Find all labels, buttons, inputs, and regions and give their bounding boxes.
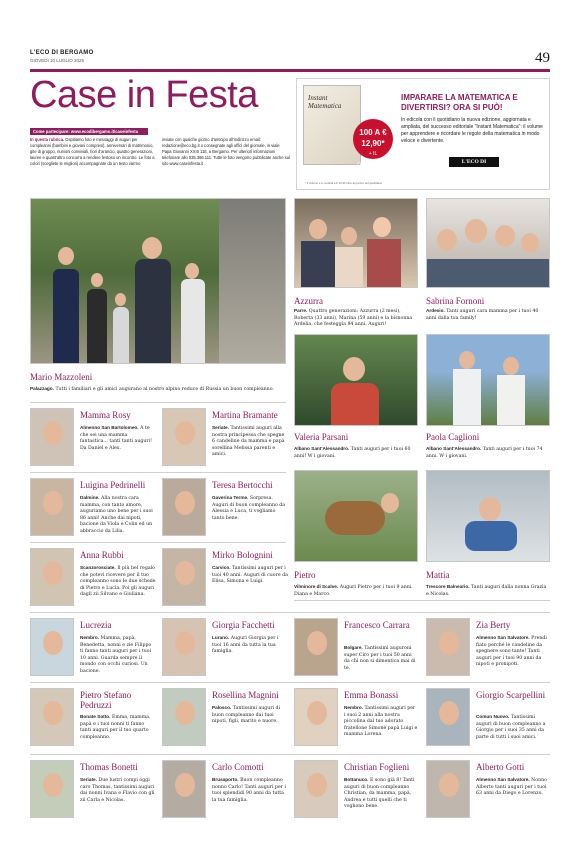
entry-name: Sabrina Fornoni [426,296,485,306]
photo-giorgia-facchetti [162,618,206,676]
price-value: 100 A € 12,90* [359,128,387,148]
entry-name: Teresa Bertocchi [212,480,273,490]
photo-francesco-carrara [294,618,338,676]
entry-name: Lucrezia [80,620,112,630]
entry-name: Azzurra [294,296,323,306]
entry-text: Brusaporto. Buon compleanno nonno Carlo! Tanti auguri per i tuoi splendidi 90 anni da tutta la tua famiglia. [212,777,287,803]
entry-text: Nembro. Mamma, papà, Benedetta, nonni e zie Filippo ti fanno tanti auguri per i tuoi 10 anni. Guarda sempre il mondo con occhi curiosi. Un bacione. [80,635,152,674]
entry-text: Trescore Balneario. Tanti auguri dalla nonna Grazia e Nicolas. [426,584,547,597]
entry-text: Seriate. Due lustri compi oggi caro Thomas, tantissimi auguri dai nonni Ivana e Flavio con gli zii Carla e Nicolas. [80,777,155,803]
photo-emma-bonassi [294,688,338,746]
photo-anna-rubbi [30,548,74,606]
advertisement[interactable] [296,78,550,190]
photo-martina-bramante [162,408,206,466]
price-sub: + IL QUOTIDIANO [357,151,389,168]
page-number: 49 [535,50,550,66]
photo-giorgio-scarpellini [426,688,470,746]
photo-lucrezia [30,618,74,676]
entry-name: Giorgia Facchetti [212,620,275,630]
photo-azzurra [294,198,418,288]
photo-pietro-stefano-pedruzzi [30,688,74,746]
entry-name: Rosellina Magnini [212,690,279,700]
entry-name: Emma Bonassi [344,690,399,700]
price-badge [353,119,393,168]
entry-text: Albano Sant'Alessandro. Tanti auguri per i tuoi 60 anni! W i giovani. [294,446,411,459]
entry-text: Dalmine. Alla nostra cara mamma, con tanto amore, auguriamo uno bene per i suoi 86 anni! Anche dai nipoti, bacione da Viola e Colin ed un abbraccio da Lilia. [80,495,153,534]
entry-name: Thomas Bonetti [80,762,138,772]
photo-mamma-rosy [30,408,74,466]
photo-paola-caglioni [426,334,550,426]
photo-alberto-gotti [426,760,470,818]
partecipa-banner[interactable]: Come partecipare: www.ecodibergamo.it/caseinfesta [30,128,148,135]
entry-name: Francesco Carrara [344,620,410,630]
entry-text: Parre. Quattro generazioni: Azzurra (2 mesi), Roberta (33 anni), Marina (59 anni) e la bisnonna Ardelia, che festeggia 84 anni. Auguri! [294,308,413,328]
entry-text: Almenno San Bartolomeo. A te che sei una mamma fantastica... tanti tanti auguri! Da Daniel e Alex. [80,425,152,451]
photo-valeria-parsani [294,334,418,426]
photo-mattia [426,470,550,562]
ad-logo: L'ECO DI BERGAMO [449,157,499,167]
ad-headline: IMPARARE LA MATEMATICA E DIVERTIRSI? ORA SI PUÒ! [401,93,518,112]
entry-name: Carlo Comotti [212,762,264,772]
entry-text: Gaverina Terme. Sorpresa. Auguri di buon compleanno da Alessia e Luca, ti vogliamo tanto bene. [212,495,286,521]
entry-name: Martina Bramante [212,410,278,420]
entry-text: Albano Sant'Alessandro. Tanti auguri per i tuoi 74 anni. W i giovani. [426,446,543,459]
entry-name: Zia Berty [476,620,511,630]
photo-luigina-pedrinelli [30,478,74,536]
entry-name: Pietro Stefano Pedruzzi [80,690,132,710]
entry-text: Seriate. Tantissimi auguri alla nostra principessa che spegne 6 candeline da mamma e papà sorellina Melissa parenti e amici. [212,425,285,458]
intro-lead: In questa rubrica. [30,137,65,142]
publication-name: L'ECO DI BERGAMO [30,50,94,56]
entry-text: Almenno San Salvatore. Nonno Alberto tanti auguri per i tuoi 63 anni da Diego e Lorenzo. [476,777,547,797]
intro-column-2 [162,137,290,167]
photo-pietro [294,470,418,562]
section-title: Case in Festa [30,74,258,116]
photo-rosellina-magnini [162,688,206,746]
entry-name: Luigina Pedrinelli [80,480,146,490]
publication-date: GIOVEDÌ 10 LUGLIO 2025 [30,58,85,63]
photo-sabrina-fornoni [426,198,550,288]
entry-text: Palazzago. Tutti i familiari e gli amici augurano al nostro alpino reduce di Russia un buon compleanno. [30,386,274,392]
entry-text: Carvico. Tantissimi auguri per i tuoi 40 anni. Auguri di cuore da Elisa, Simona e Luigi. [212,565,288,585]
entry-text: Almenno San Salvatore. Prendi fiato perché le candeline da spegnere sono tante! Tanti auguri per i tuoi 90 anni da nipoti e pronipoti. [476,635,547,668]
entry-name: Valeria Parsani [294,432,349,442]
intro-text-2: inviate con qualche giorno d'anticipo all'indirizzo email: redazione@eco.bg.it o consegnate agli uffici del giornale, in viale Papa Giovanni XXIII 118, a Bergamo. Per ulteriori informazioni telefonare allo 035.386.111. Tutte le foto vengono pubblicate anche sul sito www.caseinfesta.it [162,137,290,166]
intro-text-1: Ospitiamo foto e messaggi di auguri per compleanni (bambini e giovani compresi), anniversari di matrimonio, gite di gruppo, riunioni conviviali, fiori d'arancio, quattro generazioni, lauree e quant'altro concorra a rendere festoso un incontro. Le foto a colori (scegliete le migliori) accompagnate da un testo varrno [30,137,155,166]
entry-text: Comun Nuovo. Tantissimi auguri di buon compleanno a Giorgio per i suoi 35 anni da parte di tutti i suoi amici. [476,714,546,740]
entry-text: Bonate Sotto. Emma, mamma, papà e i tuoi nonni ti fanno tanti auguri per il tuo quarto compleanno. [80,714,151,740]
entry-name: Mattia [426,570,450,580]
book-title: Instant Matematica [308,94,342,110]
entry-name: Alberto Gotti [476,762,525,772]
photo-christian-foglieni [294,760,338,818]
entry-text: Ardesio. Tanti auguri cara mamma per i tuoi 40 anni dalla tua family! [426,308,539,321]
entry-text: Bottanuco. E sono già 8! Tanti auguri di buon compleanno Christian, da mamma, papà, Andrea e tutti quelli che ti vogliono bene. [344,777,415,810]
entry-name: Mirko Bolognini [212,550,273,560]
ad-footnote: * Il volume è in vendita a € 12,90 oltre al prezzo del quotidiano [305,181,383,185]
intro-column-1 [30,137,158,167]
entry-name: Giorgio Scarpellini [476,690,546,700]
photo-carlo-comotti [162,760,206,818]
entry-text: Palosco. Tantissimi auguri di buon compleanno dai tuoi nipoti, figli, marito e nuore. [212,705,281,725]
page-header [30,50,550,72]
entry-name: Anna Rubbi [80,550,124,560]
photo-mario-mazzoleni [30,198,286,364]
photo-mirko-bolognini [162,548,206,606]
entry-name: Pietro [294,570,316,580]
photo-thomas-bonetti [30,760,74,818]
entry-text: Nembro. Tantissimi auguri per i suoi 2 anni alla nostra piccolina dal tuo adorato fratellone Simone papà Luigi e mamma Lorena. [344,705,418,738]
entry-text: Lurano. Auguri Giorgia per i tuoi 16 anni da tutta la tua famiglia. [212,635,279,655]
entry-name: Mario Mazzoleni [30,372,93,382]
photo-teresa-bertocchi [162,478,206,536]
entry-text: Vilminore di Scalve. Auguri Pietro per i tuoi 9 anni. Diana e Marco. [294,584,413,597]
entry-name: Christian Foglieni [344,762,410,772]
entry-text: Scanzorosciate. Il più bel regalo che potevi ricevere per il tuo compleanno sono le due schede di Pietro e Lucia. Poi gli auguri dagli zii Silvano e Giuliana. [80,565,156,598]
entry-name: Mamma Rosy [80,410,131,420]
entry-text: Bolgare. Tantissimi auguroni super Ciro per i tuoi 50 anni da chi non si dimentica mai di te. [344,645,416,671]
ad-text: In edicola con il quotidiano la nuova edizione, aggiornata e ampliata, del successo editoriale "Instant Matematica": il volume per apprendere e ricordare le regole della matematica in modo veloce e divertente. [401,117,543,144]
photo-zia-berty [426,618,470,676]
entry-name: Paola Caglioni [426,432,480,442]
